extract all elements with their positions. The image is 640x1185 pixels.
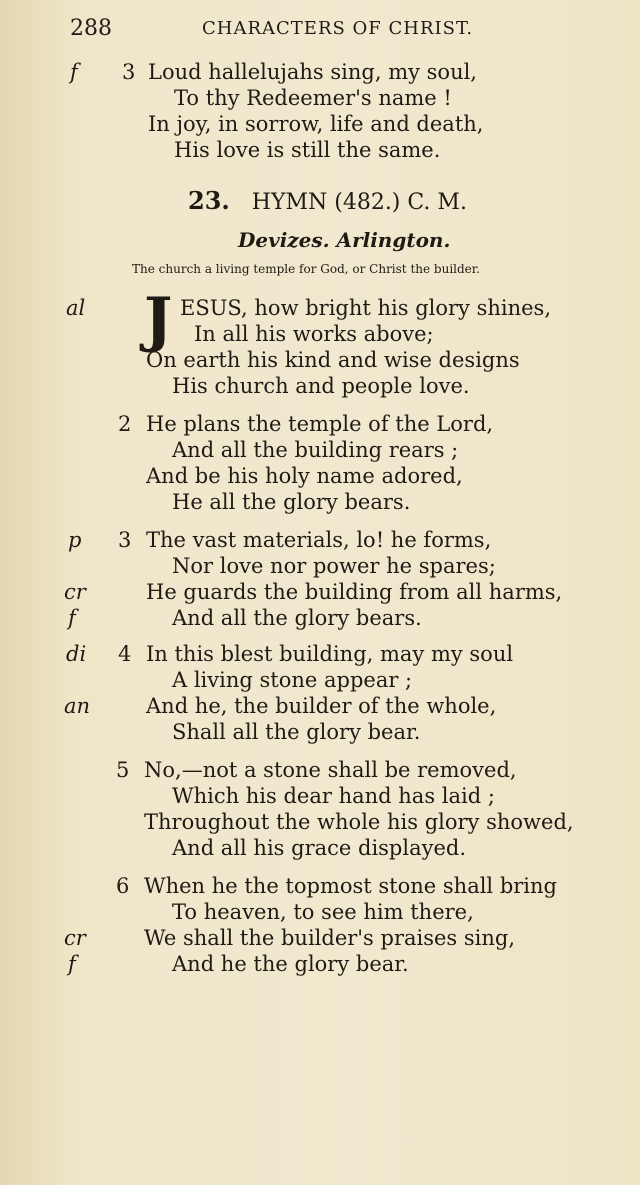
verse-number: 6 [116, 874, 130, 898]
dynamic-mark: f [70, 60, 78, 84]
verse-line: Loud hallelujahs sing, my soul, [148, 60, 477, 84]
verse-number: 3 [118, 528, 132, 552]
verse-line: And all the building rears ; [172, 438, 459, 462]
hymn-title [188, 186, 467, 215]
verse-line: He guards the building from all harms, [146, 580, 563, 604]
verse-line: In joy, in sorrow, life and death, [148, 112, 484, 136]
verse-number: 2 [118, 412, 132, 436]
verse-line: He all the glory bears. [172, 490, 411, 514]
verse-line: And all his grace displayed. [172, 836, 467, 860]
verse-number: 3 [122, 60, 136, 84]
dynamic-mark: f [68, 952, 76, 976]
hymn-heading: HYMN (482.) C. M. [251, 190, 467, 215]
verse-line: We shall the builder's praises sing, [144, 926, 516, 950]
verse-line: To heaven, to see him there, [172, 900, 474, 924]
verse-line: ESUS, how bright his glory shines, [180, 296, 551, 320]
verse-line: Which his dear hand has laid ; [172, 784, 495, 808]
verse-line: Nor love nor power he spares; [172, 554, 496, 578]
tune-names: Devizes. Arlington. [238, 228, 451, 252]
verse-number: 5 [116, 758, 130, 782]
dynamic-mark: cr [64, 580, 86, 604]
dynamic-mark: f [68, 606, 76, 630]
verse-line: To thy Redeemer's name ! [174, 86, 452, 110]
hymn-subject: The church a living temple for God, or Christ the builder. [132, 262, 481, 276]
verse-line: On earth his kind and wise designs [146, 348, 520, 372]
dynamic-mark: p [68, 528, 82, 552]
verse-line: No,—not a stone shall be removed, [144, 758, 517, 782]
verse-line: In this blest building, may my soul [146, 642, 514, 666]
verse-line: Shall all the glory bear. [172, 720, 421, 744]
verse-line: He plans the temple of the Lord, [146, 412, 494, 436]
drop-cap: J [144, 285, 173, 355]
verse-number: 4 [118, 642, 132, 666]
dynamic-mark: al [66, 296, 86, 320]
verse-line: And all the glory bears. [172, 606, 422, 630]
page-number: 288 [70, 16, 112, 41]
verse-line: And he the glory bear. [172, 952, 409, 976]
verse-line: The vast materials, lo! he forms, [146, 528, 492, 552]
verse-line: His love is still the same. [174, 138, 441, 162]
page-header [70, 16, 502, 46]
verse-line: And be his holy name adored, [146, 464, 463, 488]
verse-line: Throughout the whole his glory showed, [144, 810, 574, 834]
verse-line: His church and people love. [172, 374, 470, 398]
verse-line: When he the topmost stone shall bring [144, 874, 557, 898]
running-title: CHARACTERS OF CHRIST. [202, 18, 474, 39]
dynamic-mark: di [66, 642, 87, 666]
dynamic-mark: an [64, 694, 91, 718]
verse-line: A living stone appear ; [172, 668, 413, 692]
hymn-number: 23. [188, 186, 230, 215]
verse-line: In all his works above; [194, 322, 434, 346]
verse-line: And he, the builder of the whole, [146, 694, 497, 718]
dynamic-mark: cr [64, 926, 86, 950]
